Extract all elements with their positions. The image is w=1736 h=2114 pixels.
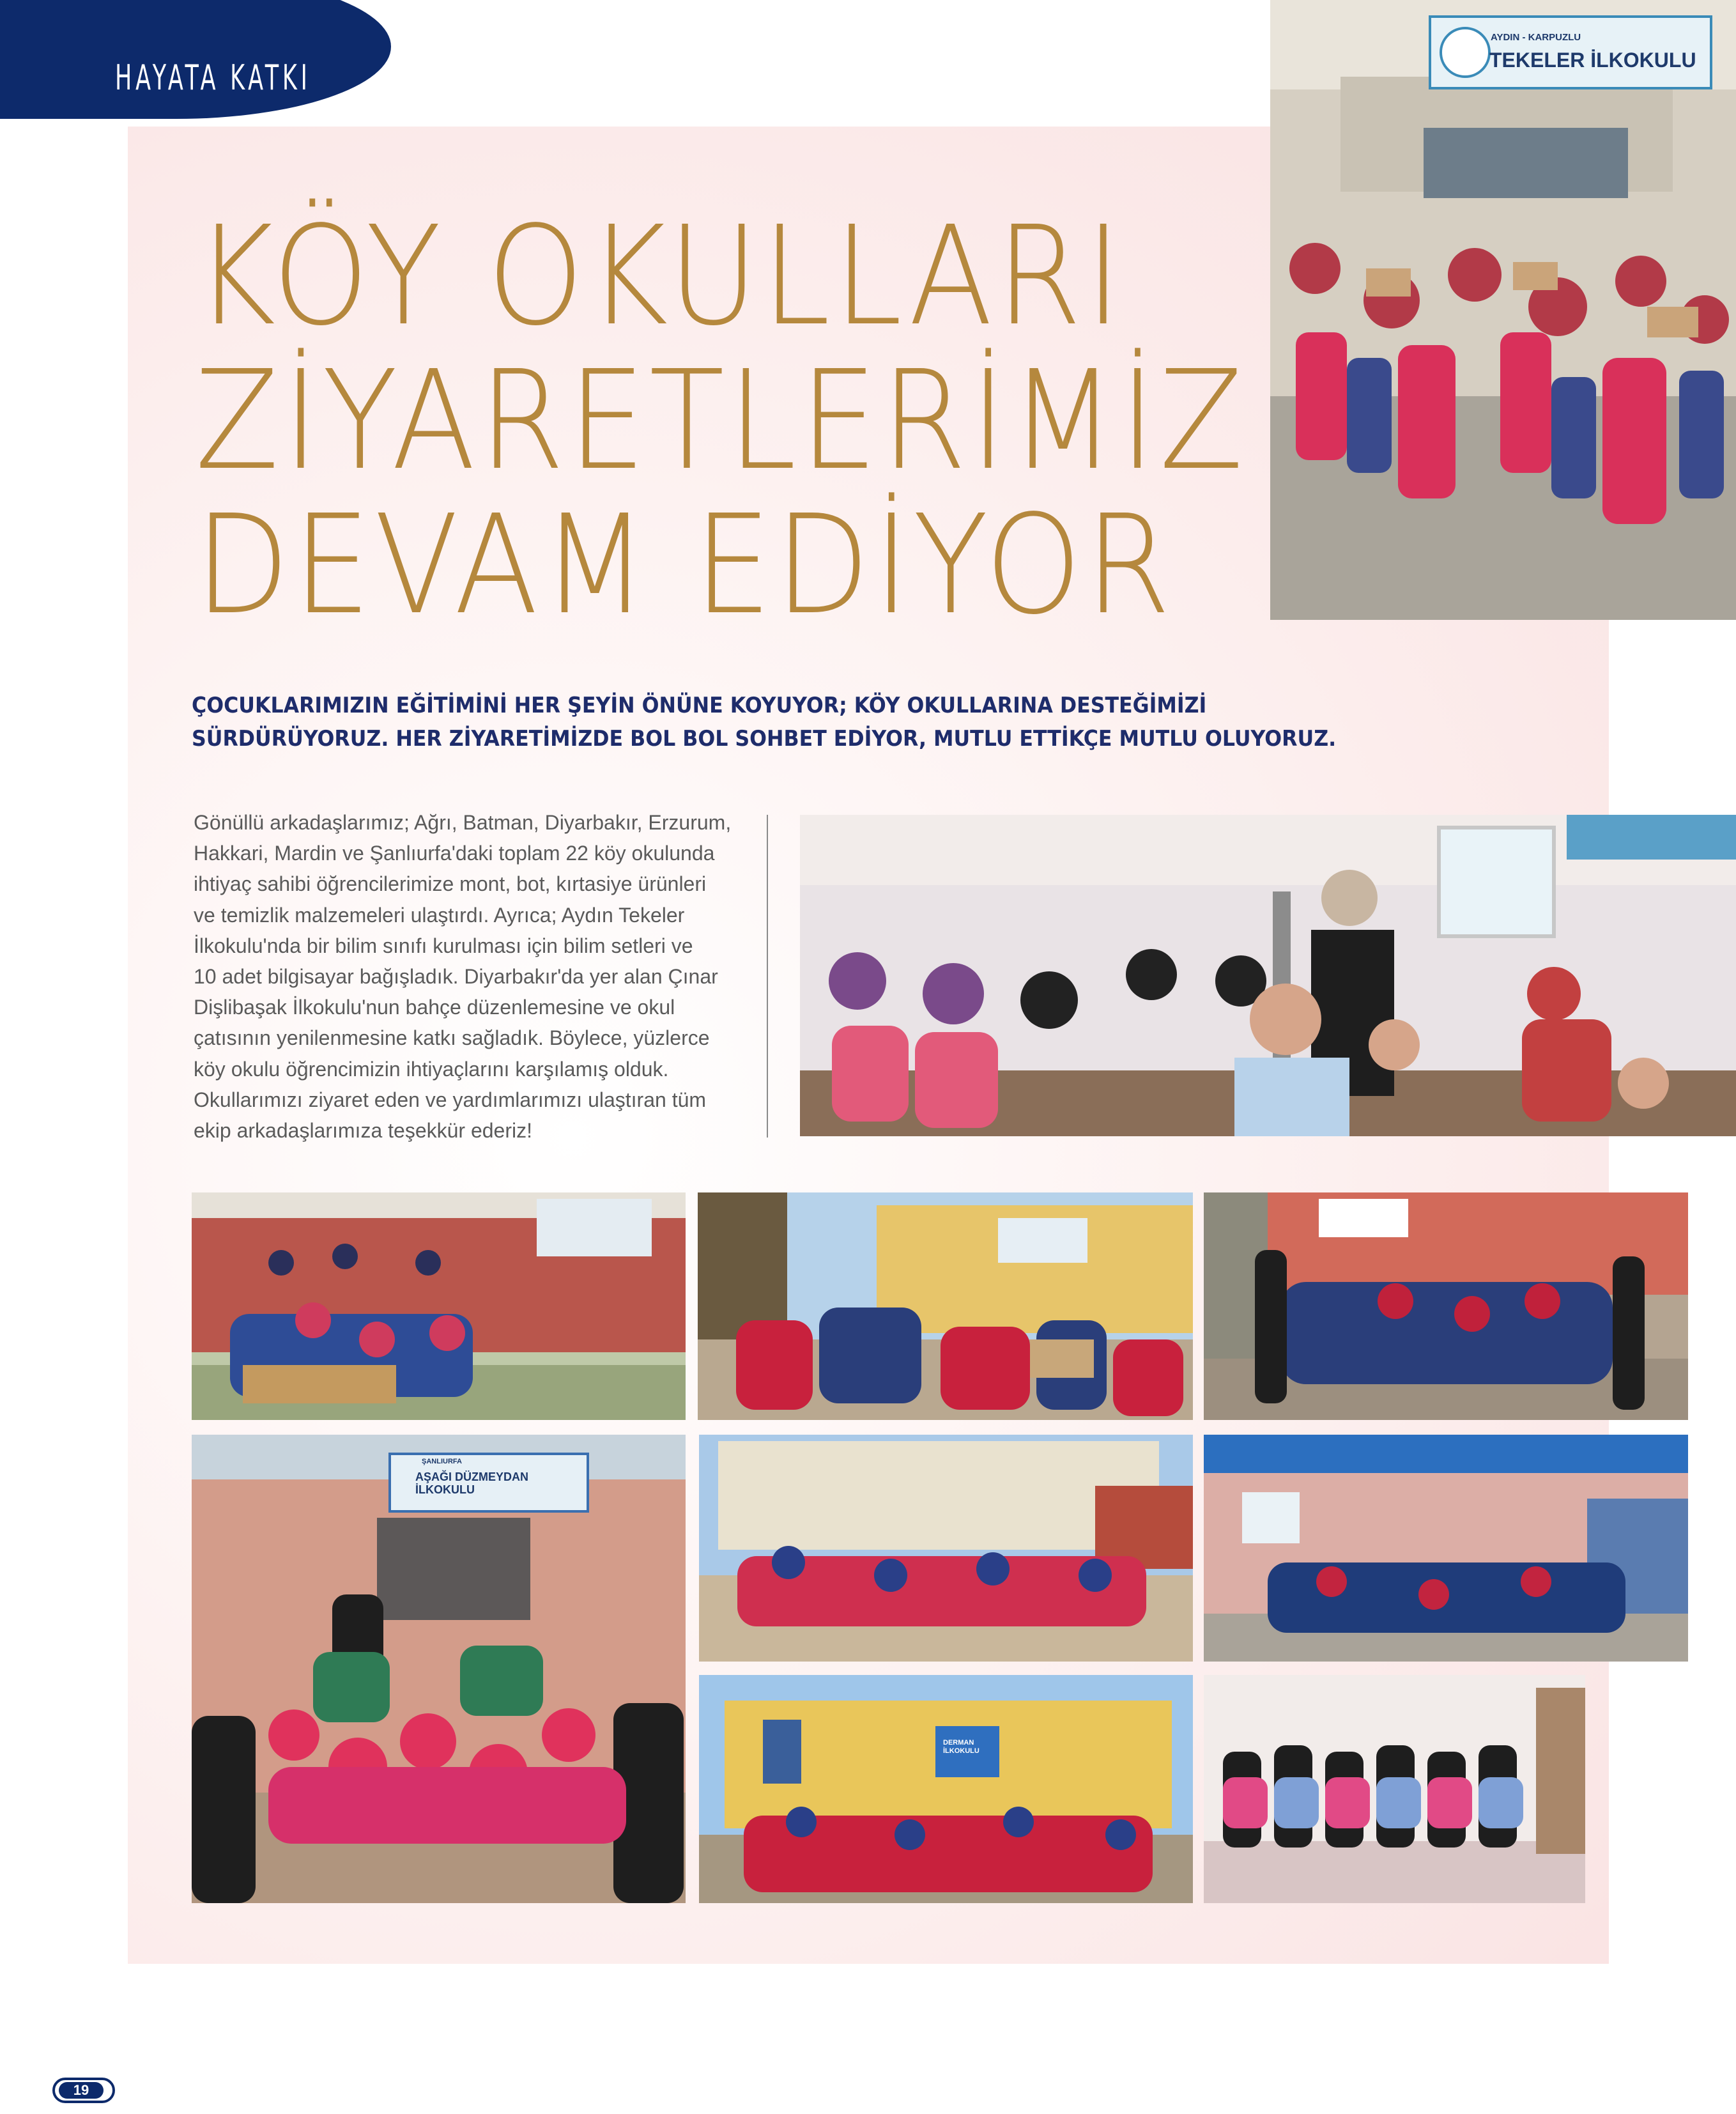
headline-line-2: ZİYARETLERİMİZ: [195, 341, 1247, 500]
body-line: Hakkari, Mardin ve Şanlıurfa'daki toplam 22 köy okulunda: [194, 842, 715, 865]
body-line: İlkokulu'nda bir bilim sınıfı kurulması için bilim setleri ve: [194, 934, 693, 957]
gallery-photo-3: [1204, 1192, 1688, 1420]
gallery-photo-2: [698, 1192, 1193, 1420]
gallery-photo-4: [192, 1435, 686, 1903]
body-line: 10 adet bilgisayar bağışladık. Diyarbakır'da yer alan Çınar: [194, 965, 718, 989]
body-line: Dişlibaşak İlkokulu'nun bahçe düzenlemesine ve okul: [194, 996, 675, 1019]
body-line: çatısının yenilenmesine katkı sağladık. Böylece, yüzlerce: [194, 1026, 710, 1050]
section-label: HAYATA KATKI: [115, 58, 311, 98]
g4-sign-main-text: AŞAĞI DÜZMEYDAN İLKOKULU: [415, 1470, 529, 1496]
article-body: [194, 807, 756, 1146]
gallery-photo-6: [1204, 1435, 1688, 1662]
body-line: Okullarımızı ziyaret eden ve yardımlarımızı ulaştıran tüm: [194, 1088, 707, 1111]
gallery-photo-1: [192, 1192, 686, 1420]
article-lead: [192, 689, 1337, 755]
body-line: köy okulu öğrencimizin ihtiyaçlarını karşılamış olduk.: [194, 1057, 669, 1081]
g4-sign-top-text: ŞANLIURFA: [422, 1458, 462, 1465]
gallery-photo-7: [699, 1675, 1193, 1903]
classroom-photo: [800, 815, 1736, 1136]
body-line: ihtiyaç sahibi öğrencilerimize mont, bot, kırtasiye ürünleri: [194, 872, 707, 896]
article-headline: [195, 197, 1247, 645]
body-line: ve temizlik malzemeleri ulaştırdı. Ayrıca; Aydın Tekeler: [194, 903, 685, 927]
lead-line-2: SÜRDÜRÜYORUZ. HER ZİYARETİMİZDE BOL BOL SOHBET EDİYOR, MUTLU ETTİKÇE MUTLU OLUYORUZ.: [192, 726, 1337, 752]
g7-sign-text: DERMAN İLKOKULU: [943, 1739, 979, 1755]
body-line: Gönüllü arkadaşlarımız; Ağrı, Batman, Diyarbakır, Erzurum,: [194, 811, 732, 834]
lead-line-1: ÇOCUKLARIMIZIN EĞİTİMİNİ HER ŞEYİN ÖNÜNE KOYUYOR; KÖY OKULLARINA DESTEĞİMİZİ: [192, 693, 1207, 718]
hero-sign-top-text: AYDIN - KARPUZLU: [1491, 32, 1581, 43]
body-line: ekip arkadaşlarımıza teşekkür ederiz!: [194, 1119, 532, 1143]
gallery-photo-8: [1204, 1675, 1585, 1903]
hero-school-photo: [1270, 0, 1736, 620]
page-number-badge: [52, 2078, 115, 2103]
hero-sign-main-text: TEKELER İLKOKULU: [1489, 49, 1696, 72]
headline-line-1: KÖY OKULLARI: [195, 197, 1125, 356]
gallery-photo-5: [699, 1435, 1193, 1662]
column-divider: [767, 815, 768, 1138]
headline-line-3: DEVAM EDİYOR: [195, 486, 1174, 645]
page-number: 19: [59, 2082, 104, 2099]
